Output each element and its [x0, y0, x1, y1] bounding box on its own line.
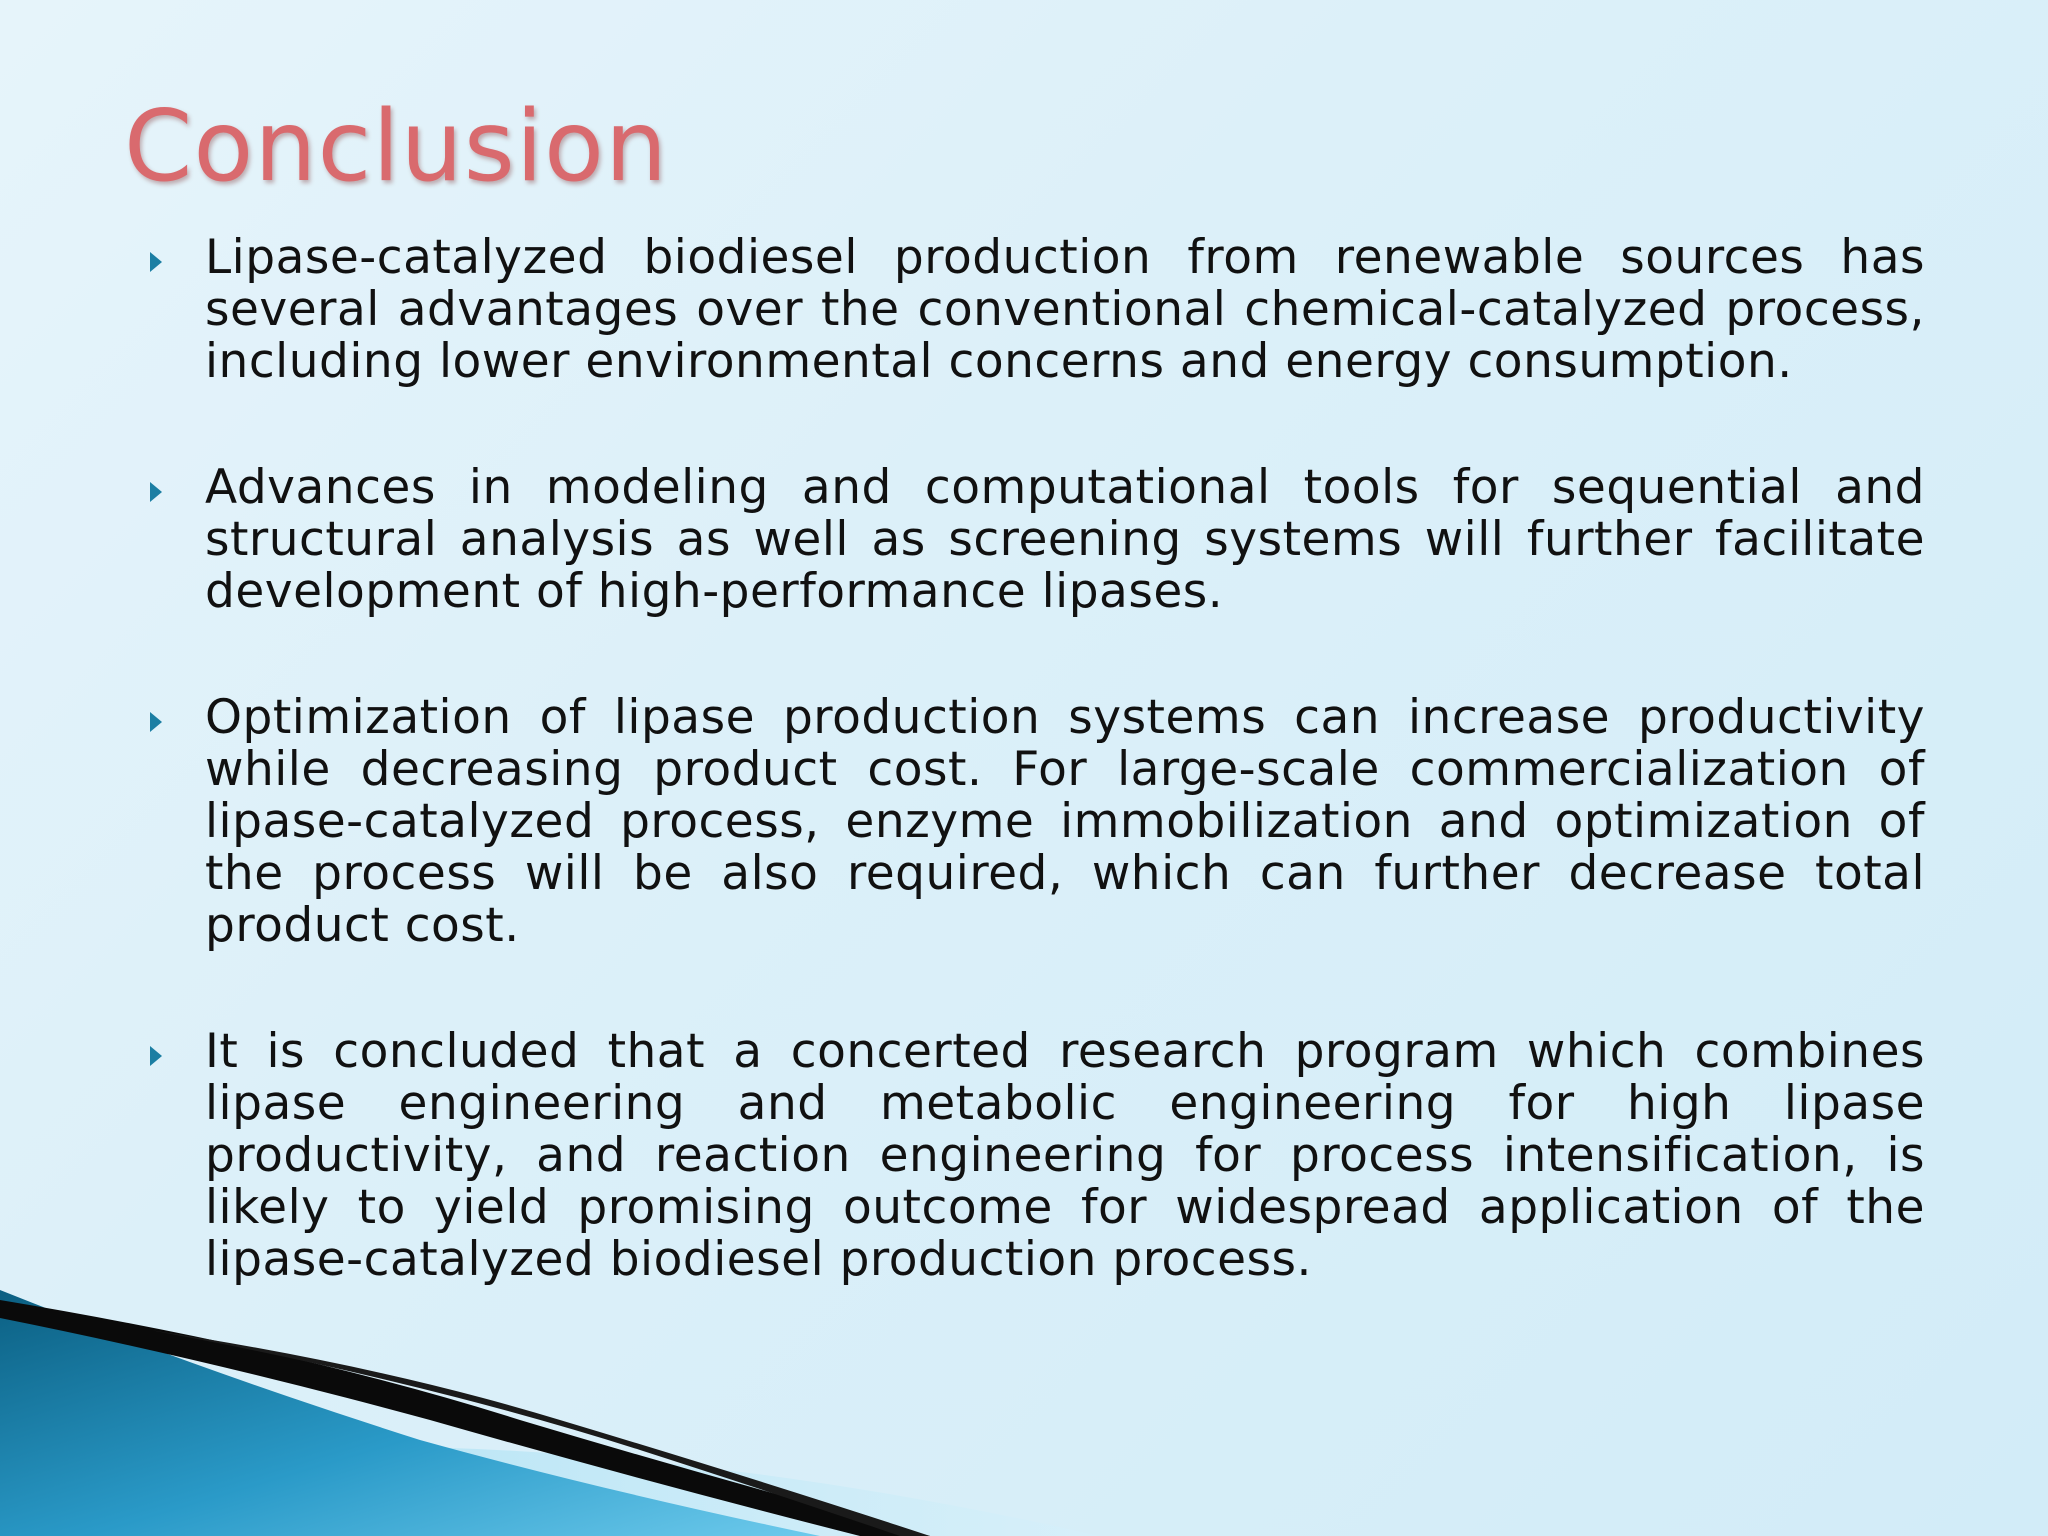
bullet-item — [145, 692, 1925, 952]
triangle-bullet-icon — [150, 1046, 162, 1066]
triangle-bullet-icon — [150, 712, 162, 732]
bullet-text: It is concluded that a concerted research program which combines lipase engineering and metabolic engineering for high lipase productivity, and reaction engineering for process intensification, is likely to yield promising outcome for widespread application of the lipase-catalyzed biodiesel production process. — [205, 1024, 1925, 1287]
bullet-item — [145, 1026, 1925, 1286]
triangle-bullet-icon — [150, 252, 162, 272]
bullet-text: Advances in modeling and computational tools for sequential and structural analysis as well as screening systems will further facilitate development of high-performance lipases. — [205, 460, 1925, 619]
bullet-text: Lipase-catalyzed biodiesel production from renewable sources has several advantages over the conventional chemical-catalyzed process, including lower environmental concerns and energy consumption. — [205, 230, 1925, 389]
slide-title: Conclusion — [124, 90, 669, 204]
bullet-text: Optimization of lipase production systems can increase productivity while decreasing product cost. For large-scale commercialization of lipase-catalyzed process, enzyme immobilization and optimization of the process will be also required, which can further decrease total product cost. — [205, 690, 1925, 953]
bullet-list — [145, 232, 1925, 1360]
bullet-item — [145, 232, 1925, 388]
triangle-bullet-icon — [150, 482, 162, 502]
bullet-item — [145, 462, 1925, 618]
